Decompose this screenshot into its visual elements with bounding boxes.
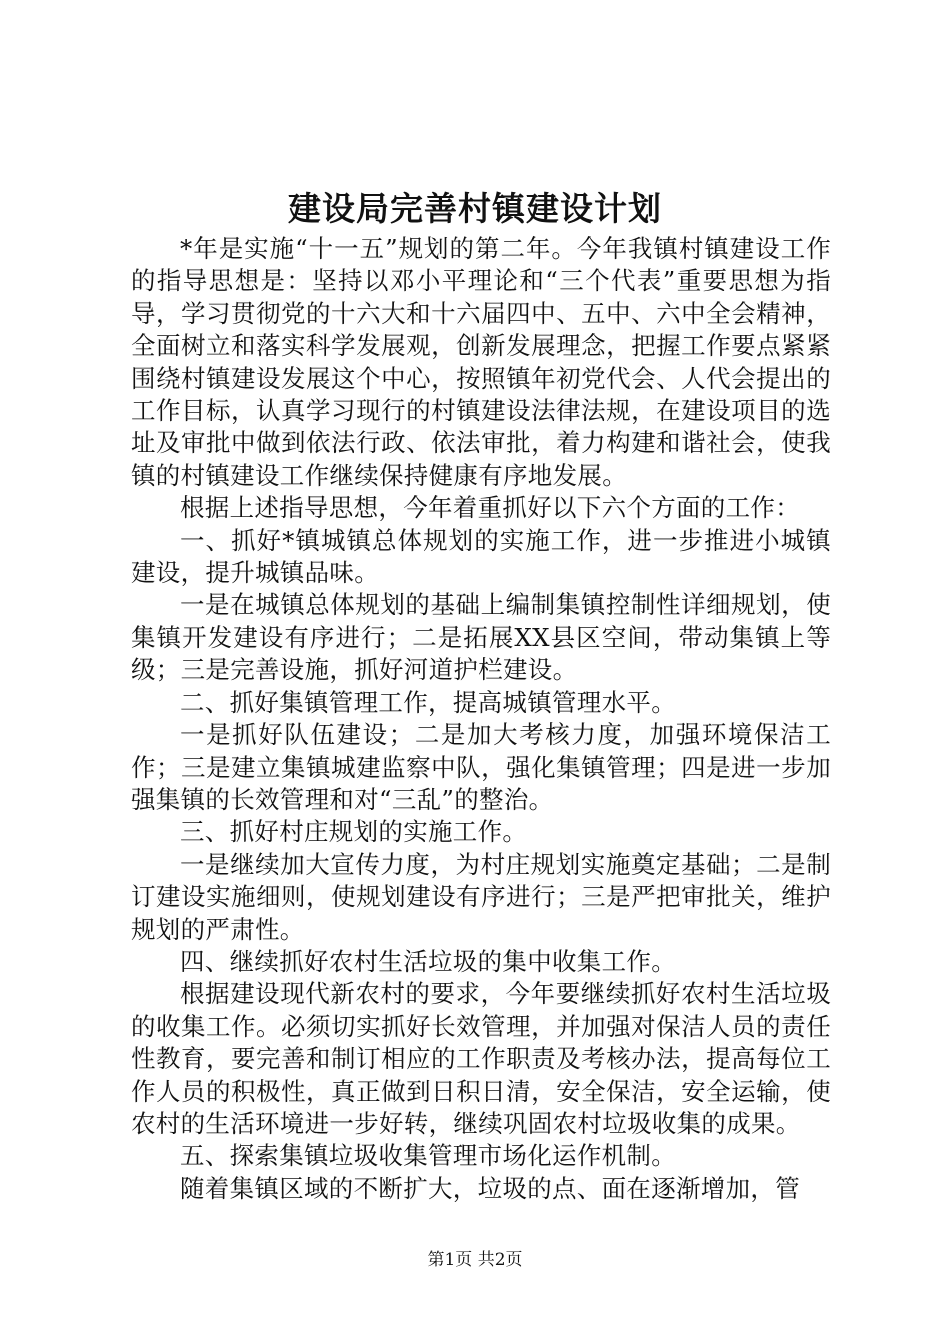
paragraph: 随着集镇区域的不断扩大，垃圾的点、面在逐渐增加，管 — [180, 1173, 800, 1203]
paragraph: 一是抓好队伍建设；二是加大考核力度，加强环境保洁工作；三是建立集镇城建监察中队，强化集镇管理；四是进一步加强集镇的长效管理和对“三乱”的整治。 — [131, 720, 831, 814]
paragraph: 一是继续加大宣传力度，为村庄规划实施奠定基础；二是制订建设实施细则，使规划建设有序进行；三是严把审批关，维护规划的严肃性。 — [131, 849, 831, 944]
page-number-footer: 第1页 共2页 — [427, 1250, 523, 1270]
document-title: 建设局完善村镇建设计划 — [288, 189, 662, 228]
paragraph: *年是实施“十一五”规划的第二年。今年我镇村镇建设工作的指导思想是：坚持以邓小平理论和“三个代表”重要思想为指导，学习贯彻党的十六大和十六届四中、五中、六中全会精神，全面树立和落实科学发展观，创新发展理念，把握工作要点紧紧围绕村镇建设发展这个中心，按照镇年初党代会、人代会提出的工作目标，认真学习现行的村镇建设法律法规，在建设项目的选址及审批中做到依法行政、依法审批，着力构建和谐社会，使我镇的村镇建设工作继续保持健康有序地发展。 — [131, 234, 831, 490]
paragraph: 一是在城镇总体规划的基础上编制集镇控制性详细规划，使集镇开发建设有序进行；二是拓展XX县区空间，带动集镇上等级；三是完善设施，抓好河道护栏建设。 — [131, 590, 831, 685]
section-heading: 五、探索集镇垃圾收集管理市场化运作机制。 — [180, 1141, 676, 1171]
section-heading: 二、抓好集镇管理工作，提高城镇管理水平。 — [180, 687, 676, 717]
section-heading: 三、抓好村庄规划的实施工作。 — [180, 817, 528, 847]
paragraph: 根据上述指导思想，今年着重抓好以下六个方面的工作： — [180, 493, 800, 523]
paragraph: 根据建设现代新农村的要求，今年要继续抓好农村生活垃圾的收集工作。必须切实抓好长效管理，并加强对保洁人员的责任性教育，要完善和制订相应的工作职责及考核办法，提高每位工作人员的积极性，真正做到日积日清，安全保洁，安全运输，使农村的生活环境进一步好转，继续巩固农村垃圾收集的成果。 — [131, 979, 831, 1138]
document-body — [131, 233, 831, 1205]
section-heading: 一、抓好*镇城镇总体规划的实施工作，进一步推进小城镇建设，提升城镇品味。 — [131, 525, 831, 588]
section-heading: 四、继续抓好农村生活垃圾的集中收集工作。 — [180, 946, 676, 976]
